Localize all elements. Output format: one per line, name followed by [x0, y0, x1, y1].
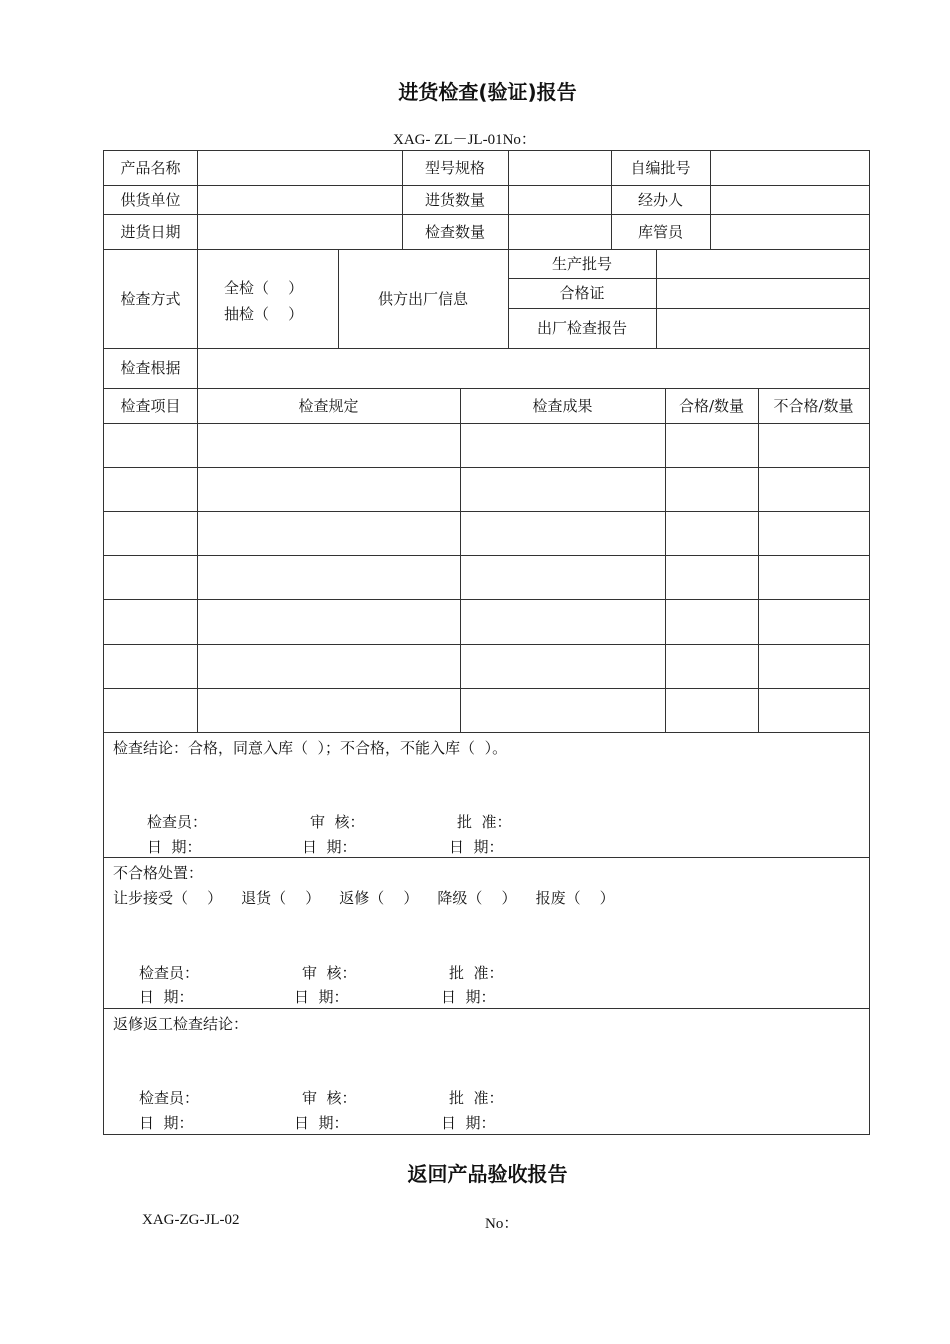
label-keeper: 库管员 — [637, 222, 683, 241]
inspection-items-table — [103, 388, 870, 733]
conclusion-date-3: 日 期： — [449, 838, 504, 856]
label-product-name: 产品名称 — [120, 159, 181, 177]
conclusion-inspector: 检查员： — [147, 813, 208, 831]
label-basis: 检查根据 — [120, 359, 181, 377]
conclusion-date-1: 日 期： — [147, 838, 202, 856]
report-title: 进货检查(验证)报告 — [398, 80, 577, 104]
rework-review: 审 核： — [302, 1089, 357, 1107]
rework-title: 返修返工检查结论： — [113, 1015, 249, 1033]
doc-code: XAG- ZL－JL-01No： — [393, 132, 536, 148]
label-supplier-info: 供方出厂信息 — [377, 289, 468, 308]
col-rule: 检查规定 — [298, 397, 359, 415]
nonconform-inspector: 检查员： — [139, 964, 200, 982]
col-result: 检查成果 — [532, 397, 593, 415]
rework-date-3: 日 期： — [441, 1114, 496, 1132]
nonconform-title: 不合格处置： — [113, 864, 204, 882]
label-factory-report: 出厂检查报告 — [536, 319, 627, 337]
nonconform-date-2: 日 期： — [294, 988, 349, 1006]
nonconform-date-3: 日 期： — [441, 988, 496, 1006]
col-pass-qty: 合格/数量 — [678, 397, 745, 415]
info-table — [103, 150, 870, 389]
conclusion-review: 审 核： — [310, 813, 365, 831]
report2-title: 返回产品验收报告 — [407, 1162, 568, 1186]
conclusion-text: 检查结论：合格，同意入库（ ）；不合格，不能入库（ ）。 — [113, 739, 508, 757]
full-check-option: 全检（ ） — [224, 279, 304, 297]
report2-no-label: No： — [485, 1216, 519, 1232]
label-handler: 经办人 — [637, 190, 683, 209]
col-item: 检查项目 — [120, 397, 181, 415]
label-incoming-date: 进货日期 — [120, 222, 181, 241]
label-prod-batch: 生产批号 — [551, 254, 612, 273]
label-inspect-qty: 检查数量 — [424, 222, 485, 241]
nonconform-review: 审 核： — [302, 964, 357, 982]
rework-approve: 批 准： — [449, 1089, 504, 1107]
nonconform-options: 让步接受（ ） 退货（ ） 返修（ ） 降级（ ） 报废（ ） — [113, 889, 615, 907]
col-fail-qty: 不合格/数量 — [773, 397, 854, 415]
report2-doc-code: XAG-ZG-JL-02 — [142, 1212, 240, 1228]
label-model-spec: 型号规格 — [424, 159, 485, 177]
label-supplier: 供货单位 — [120, 190, 181, 209]
rework-date-2: 日 期： — [294, 1114, 349, 1132]
sample-check-option: 抽检（ ） — [224, 305, 304, 323]
nonconform-date-1: 日 期： — [139, 988, 194, 1006]
label-certificate: 合格证 — [559, 284, 605, 302]
rework-date-1: 日 期： — [139, 1114, 194, 1132]
conclusion-date-2: 日 期： — [302, 838, 357, 856]
conclusion-approve: 批 准： — [457, 813, 512, 831]
rework-inspector: 检查员： — [139, 1089, 200, 1107]
conclusion-box — [103, 732, 870, 1135]
nonconform-approve: 批 准： — [449, 964, 504, 982]
label-incoming-qty: 进货数量 — [424, 190, 485, 209]
label-inspect-method: 检查方式 — [120, 289, 181, 308]
label-batch-no: 自编批号 — [630, 159, 691, 177]
